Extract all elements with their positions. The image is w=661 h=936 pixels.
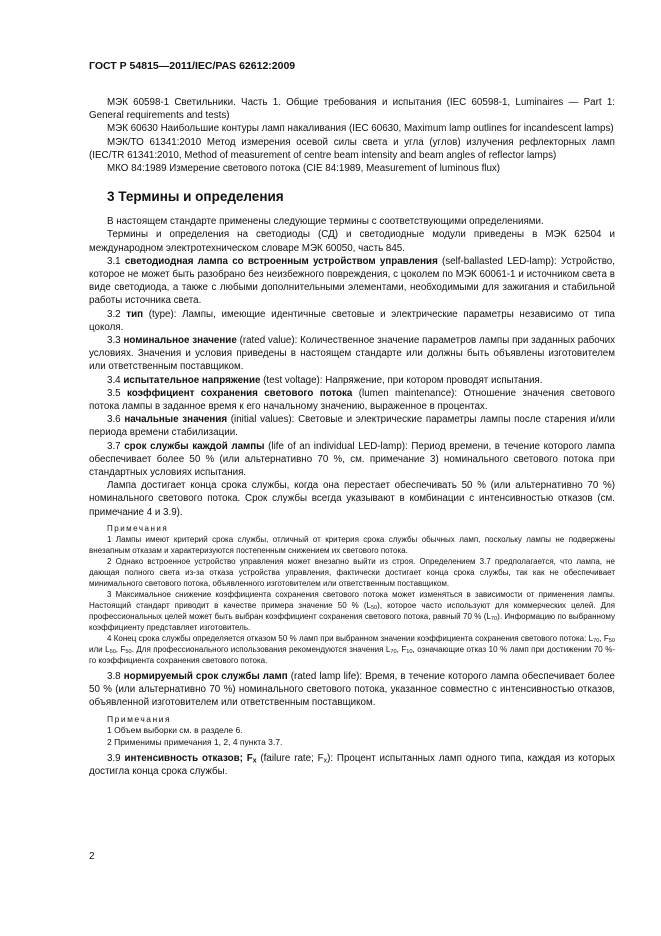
note-item: 1 Лампы имеют критерий срока службы, отличный от критерия срока службы обычных ламп, поскольку лампы не подвержены внезапным отказам и характеризуются постепенным снижением их светового потока. [89,534,615,555]
term-3-2: 3.2 тип (type): Лампы, имеющие идентичные световые и электрические параметры независимо от типа цоколя. [89,308,615,333]
term-3-5: 3.5 коэффициент сохранения светового потока (lumen maintenance): Отношение значения светового потока лампы в заданное время к его начальному значению, выраженное в процентах. [89,387,615,413]
references-list [89,96,615,175]
term-3-6: 3.6 начальные значения (initial values): Световые и электрические параметры лампы после старения и/или периода времени стабилизации. [89,414,615,439]
page-number: 2 [89,851,95,862]
term-3-3: 3.3 номинальное значение (rated value): Количественное значение параметров лампы при заданных рабочих условиях. Значения и условия приведены в настоящем стандарте или должны быть объявлены изготовителем или ответственным поставщиком. [89,335,615,373]
note-item: 3 Максимальное снижение коэффициента сохранения светового потока может изменяться в зависимости от применения лампы. Настоящий стандарт приводит в качестве примера значение 50 % $(L_{50})$, которое часто используют для коммерческих целей. Для профессиональных целей может быть выбран коэффициент сохранения светового потока, равный 70 % $(L_{70})$. Информацию по выбранному коэффициенту представляет изготовитель. [89,589,615,632]
term-3-1: 3.1 светодиодная лампа со встроенным устройством управления (self-ballasted LED-lamp): Устройство, которое не может быть разобрано без неизбежного повреждения, с цоколем по МЭК 60061-1 и источником света в виде светодиода, а также с любыми дополнительными элементами, необходимыми для зажигания и стабильной работы источника света. [89,255,615,307]
term-3-9: 3.9 интенсивность отказов; $F_x$ (failure rate; $F_x$): Процент испытанных ламп одного типа, каждая из которых достигла конца срока службы. [89,753,615,778]
intro-paragraph: Термины и определения на светодиоды (СД) и светодиодные модули приведены в МЭК 62504 и международном электротехническом словаре МЭК 60050, часть 845. [89,229,615,254]
reference-item: МКО 84:1989 Измерение светового потока (CIE 84:1989, Measurement of luminous flux) [107,163,501,175]
notes-3-8 [89,714,615,749]
term-3-4: 3.4 испытательное напряжение (test voltage): Напряжение, при котором проводят испытания. [107,374,543,386]
reference-item: МЭК 60630 Наибольшие контуры ламп накаливания (IEC 60630, Maximum lamp outlines for incandescent lamps) [107,123,614,135]
term-3-8: 3.8 нормируемый срок службы ламп (rated lamp life): Время, в течение которого лампа обеспечивает более 50 % (или альтернативно 70 %) номинального светового потока, указанное совместно с интенсивностью отказов, объявленной изготовителем или ответственным поставщиком. [89,670,615,709]
page-header: ГОСТ Р 54815—2011/IEC/PAS 62612:2009 [89,60,296,72]
note-item: 1 Объем выборки см. в разделе 6. [107,725,243,736]
intro-paragraph: В настоящем стандарте применены следующие термины с соответствующими определениями. [107,216,544,228]
term-3-7-continued: Лампа достигает конца срока службы, когда она перестает обеспечивать 50 % (или альтернативно 70 %) номинального светового потока. Срок службы всегда указывают в комбинации с интенсивностью отказов (см. примечание 4 и 3.9). [89,480,615,518]
notes-heading: Примечания [107,713,172,724]
reference-item: МЭК/ТО 61341:2010 Метод измерения осевой силы света и угла (углов) излучения рефлекторных ламп (IEC/TR 61341:2010, Method of measurement of centre beam intensity and beam angles of reflector lamps) [89,136,615,161]
reference-item: МЭК 60598-1 Светильники. Часть 1. Общие требования и испытания (IEC 60598-1, Luminaires — Part 1: General requirements and tests) [89,97,615,122]
note-item: 4 Конец срока службы определяется отказом 50 % ламп при выбранном значении коэффициента сохранения светового потока: $L_{70}$, $F_{50}$ или $L_{50}$, $F_{50}$. Для профессионального использования рекомендуются значения $L_{70}$, $F_{10}$, означающие отказ 10 % ламп при достижении 70 %-го коэффициента сохранения светового потока. [89,633,615,665]
note-item: 2 Однако встроенное устройство управления может внезапно выйти из строя. Определением 3.7 предполагается, что лампа, не дающая полного света из-за отказа устройства управления, фактически достигает конца срока службы, так как не обеспечивает минимального светового потока, объявленного изготовителем или ответственным поставщиком. [89,556,615,588]
note-item: 2 Применимы примечания 1, 2, 4 пункта 3.7. [107,736,283,747]
notes-heading: Примечания [107,523,169,533]
term-3-7: 3.7 срок службы каждой лампы (life of an individual LED-lamp): Период времени, в течение которого лампа обеспечивает более 50 % (или альтернативно 70 %, см. примечание 3) номинального светового потока при стандартных условиях испытания. [89,440,615,479]
notes-3-7 [89,523,615,666]
section-title: 3 Термины и определения [107,189,284,205]
page-body [89,96,615,779]
